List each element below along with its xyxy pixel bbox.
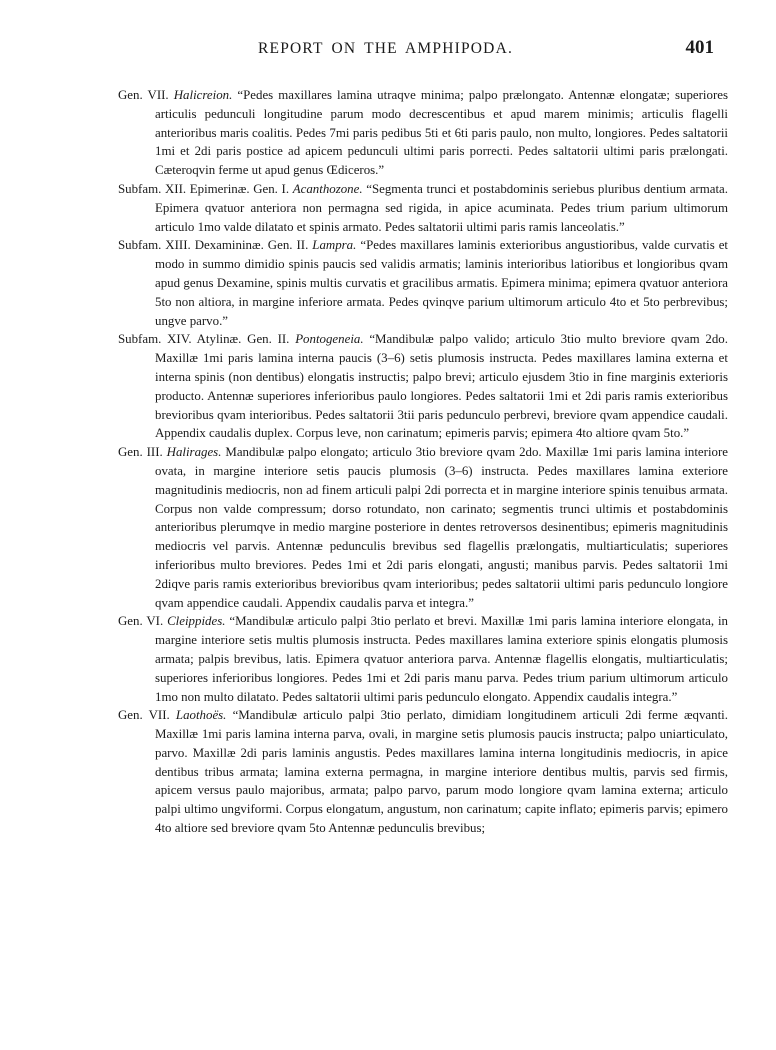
entry-text: “Mandibulæ articulo palpi 3tio perlato, dimidiam longitudinem articuli 2di ferme æqvanti. Maxillæ 1mi paris lamina interna parva, ovali, in margine setis plumosis paucis instructa; palpo uniarticulato, parvo. Maxillæ 2di paris laminis angustis. Pedes maxillares lamina interna longitudinis mediocris, in apice dentibus tribus armata; lamina externa permagna, in margine interiore dentibus multis, parvis sed firmis, apicem versus paulo majoribus, armata; palpo parvo, parum modo longiore qvam lamina externa; articulo palpi ultimo ungviformi. Corpus elongatum, angustum, non carinatum; capite inflato; epimeris parvis; epimero 4to altiore sed breviore qvam 5to Antennæ pedunculis brevibus; xyxy=(155,708,728,836)
entry-text: “Segmenta trunci et postabdominis seriebus pluribus dentium armata. Epimera qvatuor anteriora non permagna sed rigida, in apice acuminata. Pedes trium parium ultimorum articulo 1mo valde dilatato et spinis armato. Pedes saltatorii ultimi paris ramis lanceolatis.” xyxy=(155,181,728,234)
genus-name: Lampra. xyxy=(312,238,357,253)
entry-text: “Mandibulæ articulo palpi 3tio perlato et brevi. Maxillæ 1mi paris lamina interiore elongata, in margine interiore setis multis plumosis instructa. Pedes maxillares lamina exteriore spinis elongatis plumosis armata; palpis brevibus, latis. Epimera qvatuor anteriora parva. Antennæ flagellis elongatis, multiarticulatis; superiores inferioribus longiores. Pedes 1mi et 2di paris manu parva. Pedes trium parium ultimorum articulo 1mo non multo dilatato. Pedes saltatorii ultimi paris pedunculo elongato. Appendix caudalis integra.” xyxy=(155,614,729,704)
entry-label: Gen. VII. xyxy=(118,708,170,723)
entry-text: “Pedes maxillares lamina utraqve minima; palpo prælongato. Antennæ elongatæ; superiores articulis pedunculi longitudine parum modo decrescentibus et apud marem minimis; articulis flagelli anterioribus maris coalitis. Pedes 7mi paris pedibus 5ti et 6ti paris paulo, non multo, longiores. Pedes saltatorii 1mi et 2di paris postice ad apicem pedunculi ultimi paris porrecti. Pedes saltatorii ultimi paris prælongati. Cæteroqvin ferme ut apud genus Œdiceros.” xyxy=(155,88,728,178)
genus-name: Laothoës. xyxy=(175,708,227,723)
genus-name: Pontogeneia. xyxy=(295,332,364,347)
entry-text: Mandibulæ palpo elongato; articulo 3tio breviore qvam 2do. Maxillæ 1mi paris lamina interiore ovata, in margine interiore setis paucis plumosis (3–6) instructa. Pedes maxillares lamina exteriore magnitudinis mediocris, non ad finem articuli palpi 2di porrecta et in margine interiore spinis tenuibus armata. Corpus non valde compressum; dorso rotundato, non carinato; segmentis trunci ultimis et postabdominis anterioribus plerumqve in medio margine posteriore in dentes retroversos desinentibus; epimeris magnitudinis mediocris vel parvis. Antennæ pedunculis brevibus sed flagellis prælongatis, multiarticulatis; superiores inferioribus multo breviores. Pedes 1mi et 2di paris elongati, angusti; manibus parvis. Pedes saltatorii 1mi 2diqve paris ramis exterioribus brevioribus qvam interioribus; pedes saltatorii ultimi paris pedunculo longiore qvam appendice caudali. Appendix caudalis parva et integra.” xyxy=(155,445,728,610)
entry-cleippides xyxy=(118,612,728,706)
entry-acanthozone xyxy=(118,180,728,236)
entry-label: Gen. VII. xyxy=(118,88,169,102)
entry-pontogeneia xyxy=(118,330,728,443)
page-number: 401 xyxy=(685,37,714,58)
genus-name: Cleippides. xyxy=(167,614,226,629)
entry-label: Gen. III. xyxy=(118,445,163,460)
running-title: REPORT ON THE AMPHIPODA. xyxy=(258,40,514,57)
page-header xyxy=(118,37,714,64)
entry-halirages xyxy=(118,443,728,612)
entry-halicreion xyxy=(118,86,728,180)
entry-label: Subfam. XIII. Dexamininæ. Gen. II. xyxy=(118,238,309,253)
body-text xyxy=(118,86,728,838)
entry-lampra xyxy=(118,236,728,330)
entry-label: Subfam. XII. Epimerinæ. Gen. I. xyxy=(118,181,290,196)
entry-label: Gen. VI. xyxy=(118,614,164,629)
entry-label: Subfam. XIV. Atylinæ. Gen. II. xyxy=(118,332,290,347)
entry-laothoes xyxy=(118,706,728,838)
genus-name: Acanthozone. xyxy=(292,181,363,196)
entry-text: “Mandibulæ palpo valido; articulo 3tio multo breviore qvam 2do. Maxillæ 1mi paris lamina interna paucis (3–6) setis plumosis instructa. Pedes maxillares lamina externa et interna spinis (non dentibus) elongatis instructis; palpo brevi; articulo ejusdem 3tio in fine marginis exterioris producto. Antennæ superiores inferioribus paulo longiores. Pedes saltatorii 1mi et 2di paris ramis exterioribus brevioribus qvam interioribus. Pedes saltatorii 3tii paris pedunculo perbrevi, breviore qvam appendice caudali. Appendix caudalis duplex. Corpus leve, non carinatum; epimeris parvis; epimera 4to altiore qvam 5to.” xyxy=(155,332,728,441)
genus-name: Halicreion. xyxy=(173,88,233,102)
entry-text: “Pedes maxillares laminis exterioribus angustioribus, valde curvatis et modo in summo dimidio spinis paucis sed validis armatis; laminis interioribus latioribus et longioribus qvam apud genus Dexamine, spinis multis curvatis et gracilibus armatis. Epimera minima; epimera qvatuor anteriora 5to non altiora, in margine inferiore armata. Pedes qvinqve parium ultimorum articulo 4to et 5to perbrevibus; ungve parvo.” xyxy=(155,238,728,328)
genus-name: Halirages. xyxy=(166,445,222,460)
